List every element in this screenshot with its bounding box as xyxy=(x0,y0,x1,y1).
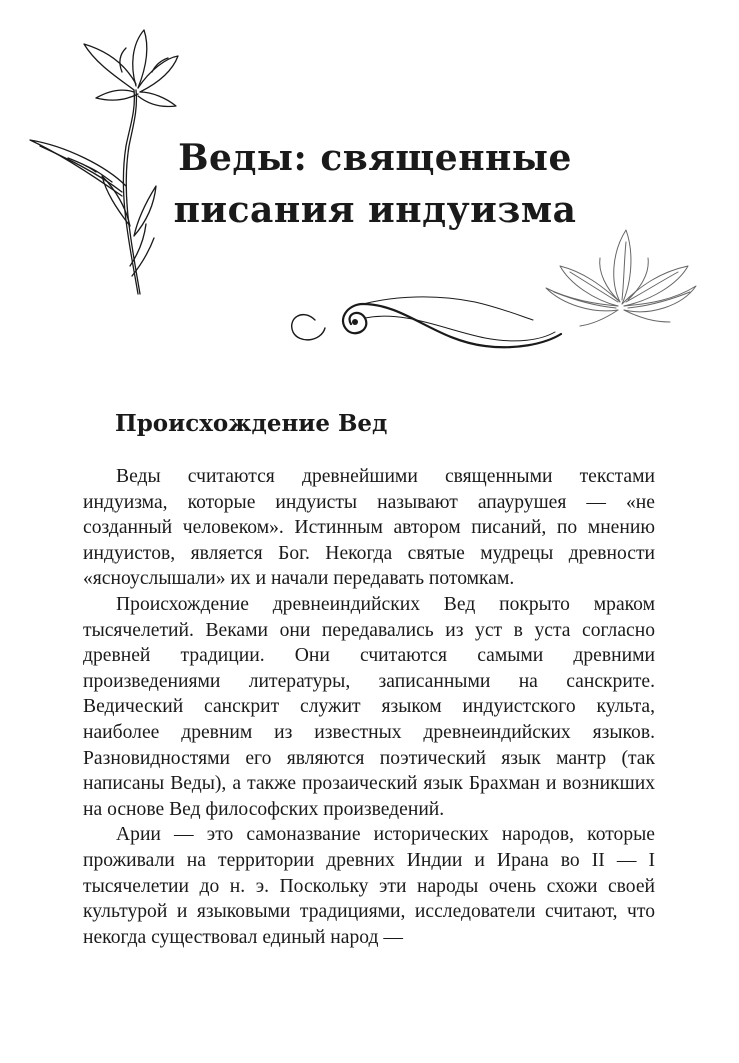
body-text xyxy=(83,464,655,950)
paragraph: Происхождение древнеиндийских Вед покрыто мраком тысячелетий. Веками они передавались из уст в уста согласно древней традиции. Они считаются самыми древними произведениями литературы, записанными на санскрите. Ведический санскрит служит языком индуистского культа, наиболее древним из известных древнеиндийских языков. Разновидностями его являются поэтический язык мантр (так написаны Веды), а также прозаический язык Брахман и возникших на основе Вед философских произведений. xyxy=(83,593,655,820)
chapter-title xyxy=(150,132,600,236)
chapter-title-line-1: Веды: священные xyxy=(178,137,572,179)
paragraph: Веды считаются древнейшими священными текстами индуизма, которые индуисты называют апаурушея — «не созданный человеком». Истинным автором писаний, по мнению индуистов, является Бог. Некогда святые мудрецы древности «ясноуслышали» их и начали передавать потомкам. xyxy=(83,466,655,590)
paragraph: Арии — это самоназвание исторических народов, которые проживали на территории древних Индии и Ирана во II — I тысячелетии до н. э. Поскольку эти народы очень схожи своей культурой и языковыми традициями, исследователи считают, что некогда существовал единый народ — xyxy=(83,824,655,948)
section-heading: Происхождение Вед xyxy=(115,410,388,437)
ornamental-swirl-icon xyxy=(285,290,565,360)
chapter-title-line-2: писания индуизма xyxy=(173,189,577,231)
